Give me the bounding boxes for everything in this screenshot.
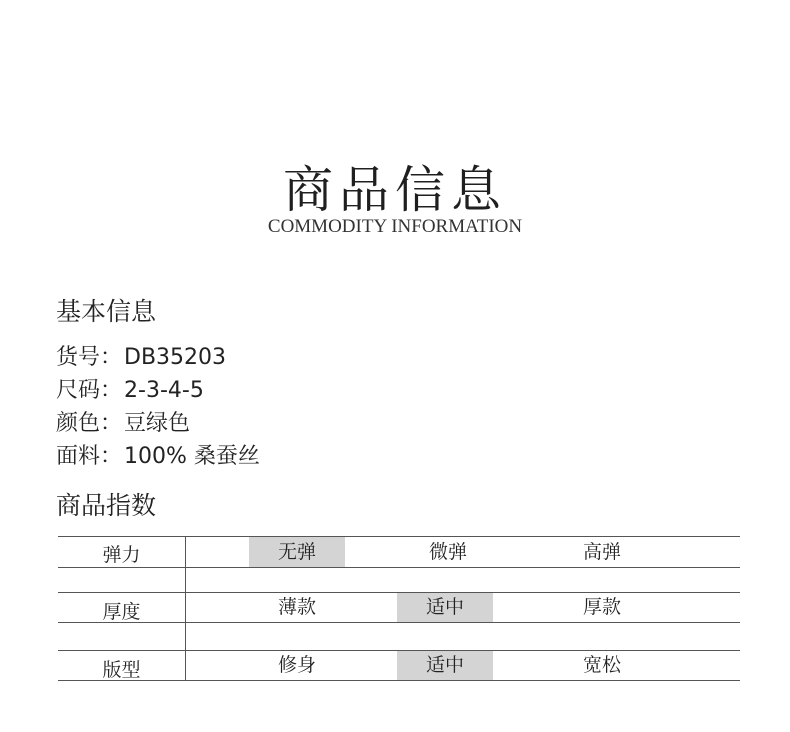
index-option-selected: 适中 [397,593,493,622]
info-row-fabric [56,439,260,470]
index-option-selected: 无弹 [249,537,345,567]
info-value: 2-3-4-5 [124,378,204,403]
index-row-label-fit: 版型 [102,659,141,681]
index-option: 修身 [277,654,316,676]
info-value: 100% 桑蚕丝 [124,444,260,469]
info-row-color [56,406,190,437]
table-divider [58,567,740,568]
info-row-size [56,373,204,404]
info-label: 尺码： [56,378,123,403]
info-value: DB35203 [124,345,227,370]
info-label: 面料： [56,444,123,469]
index-option: 厚款 [582,596,621,618]
info-label: 颜色： [56,411,123,436]
info-value: 豆绿色 [124,411,191,436]
product-index-heading: 商品指数 [56,491,157,520]
index-option: 薄款 [277,596,316,618]
info-label: 货号： [56,345,123,370]
product-index-table [58,536,740,681]
page-title: 商品信息 [283,161,507,219]
basic-info-heading: 基本信息 [56,297,157,326]
table-column-divider [185,536,186,681]
index-option: 宽松 [582,654,621,676]
page-subtitle: COMMODITY INFORMATION [267,216,523,237]
index-row-label-elasticity: 弹力 [102,544,141,566]
index-row-label-thickness: 厚度 [102,601,141,623]
index-option-selected: 适中 [397,651,493,680]
index-option: 高弹 [582,541,621,563]
index-option: 微弹 [428,541,467,563]
info-row-item-number [56,340,226,371]
